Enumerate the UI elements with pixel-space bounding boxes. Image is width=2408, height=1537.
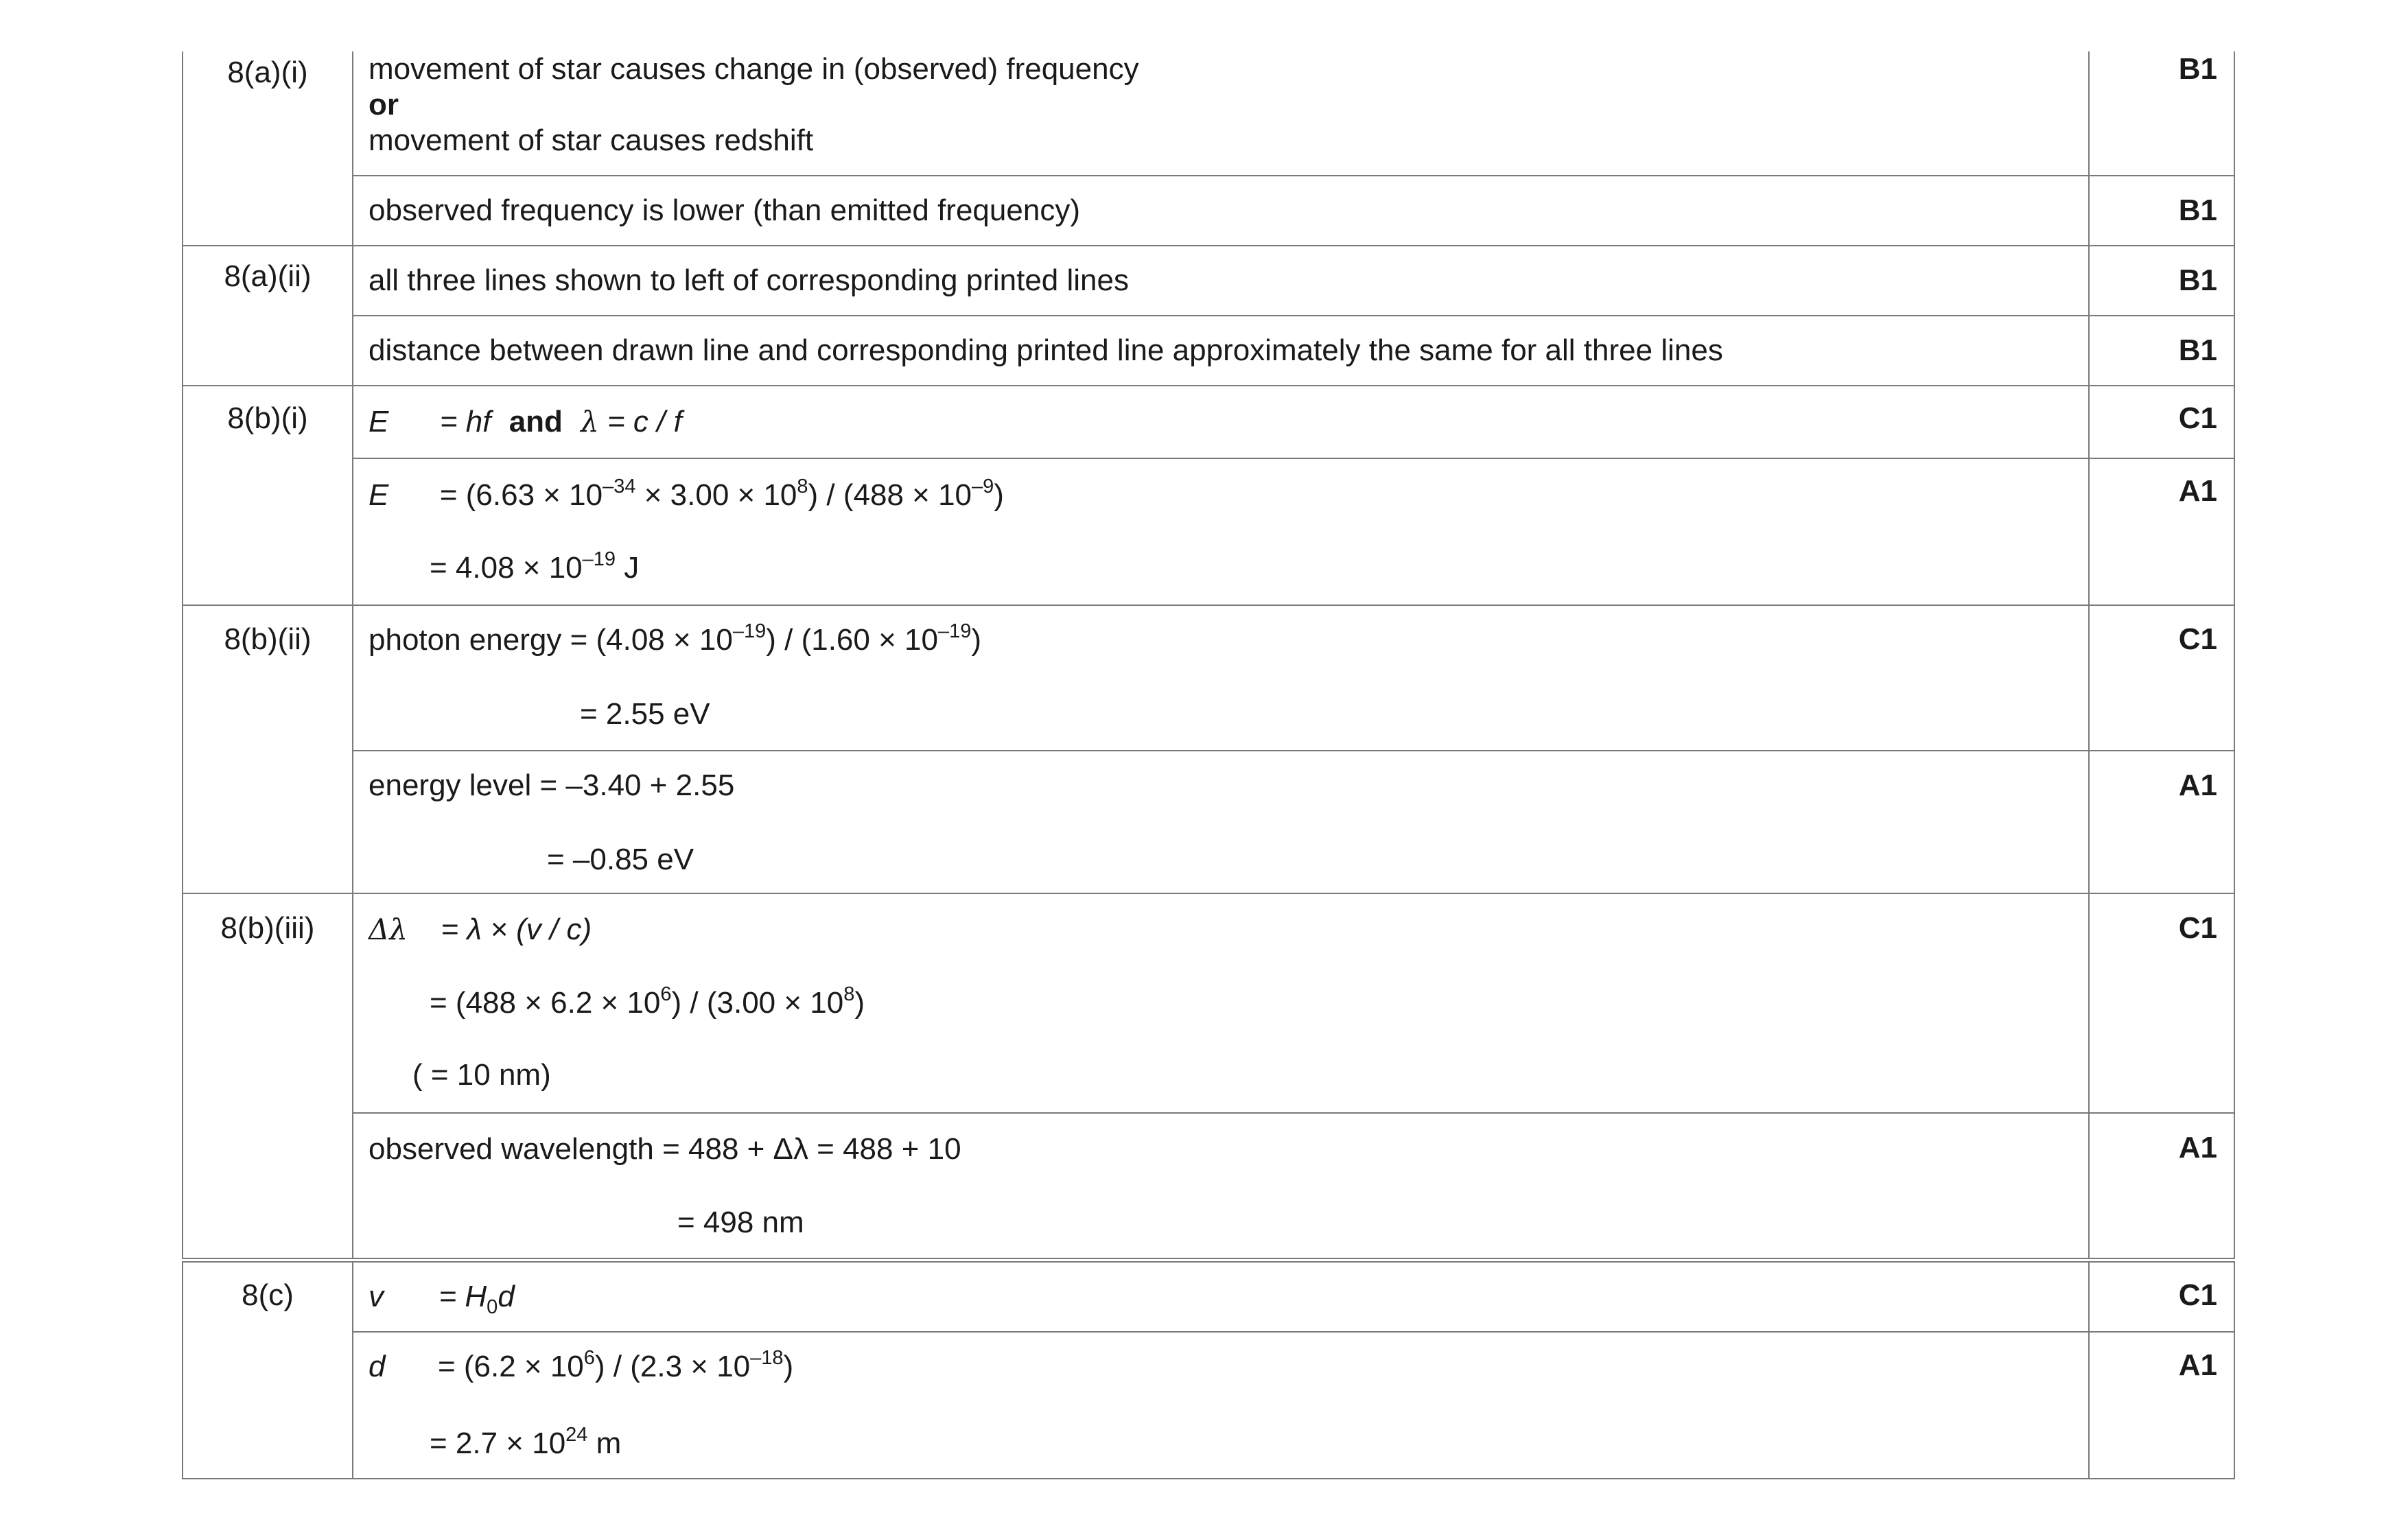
question-number: 8(b)(ii) [183,606,353,893]
answer-text: all three lines shown to left of corresponding printed lines [353,246,2090,315]
mark-cell: A1 [2178,1348,2217,1382]
equation-text: ) / (3.00 × 10 [671,986,844,1020]
answer-row [353,175,2234,245]
result-text: = 2.7 × 10 [430,1427,566,1460]
equation-text: ) [994,478,1004,512]
and-text: and [509,405,563,438]
equation-text: = c / f [607,405,682,438]
exponent: –19 [937,620,972,643]
equation-text: × 3.00 × 10 [635,478,797,512]
result-text: = 4.08 × 10 [430,551,583,585]
equation-text: ) / (2.3 × 10 [594,1350,751,1383]
answer-row [353,386,2234,458]
equation-text: ) [783,1350,794,1383]
question-number: 8(c) [183,1263,353,1478]
unit-text: m [587,1427,622,1460]
symbol-energy: E [369,478,389,512]
mark-cell: B1 [2178,263,2217,297]
answer-line [369,606,2088,679]
answer-row [353,51,2234,175]
mark-cell: B1 [2178,52,2217,86]
result-text: = 2.55 eV [580,697,710,731]
answer-row [353,246,2234,315]
equation-text: photon energy = (4.08 × 10 [369,623,733,657]
answer-cell [353,51,2090,175]
exponent: –18 [750,1347,784,1370]
answer-cell [353,1114,2090,1258]
answer-line [369,459,2088,532]
question-number: 8(b)(iii) [183,894,353,1258]
exponent: 8 [797,476,808,498]
question-number: 8(a)(i) [183,51,353,245]
answer-line [369,532,2088,605]
equation-text: = λ × (v / c) [441,913,592,946]
answer-or: or [369,88,399,121]
answer-row [353,894,2234,1112]
answer-text: movement of star causes change in (observed) frequency [369,52,1139,86]
answer-text: distance between drawn line and corresponding printed line approximately the same for all three lines [353,316,2090,385]
answer-cell [353,751,2090,893]
equation-text: = (6.63 × 10 [439,478,603,512]
question-row [183,385,2234,605]
symbol-energy: E [369,405,389,438]
answer-line [369,967,2088,1040]
answer-line [369,894,2088,967]
exponent: –9 [972,476,994,498]
answer-text: observed wavelength [369,1132,654,1166]
answer-cell [353,459,2090,605]
exponent: –19 [732,620,767,643]
symbol-delta-lambda: Δλ [369,913,408,946]
question-row [183,51,2234,245]
mark-cell: A1 [2178,768,2217,802]
mark-cell: A1 [2178,1131,2217,1164]
equation-text: = (488 × 6.2 × 10 [430,986,661,1020]
exponent: 8 [843,983,855,1006]
answer-row [353,1263,2234,1331]
answer-cell [353,386,2090,458]
exponent: –34 [603,476,636,498]
answer-row [353,750,2234,893]
exponent: –19 [582,548,616,571]
subscript: 0 [487,1295,498,1318]
answer-line [369,1114,2088,1186]
answer-row [353,458,2234,605]
unit-text: J [616,551,640,585]
answer-row [353,606,2234,750]
equation-text: = 488 + Δλ = 488 + 10 [662,1132,961,1166]
symbol-lambda: λ [581,405,599,438]
mark-cell: B1 [2178,333,2217,367]
equation-text: = H [439,1280,487,1313]
question-row [183,245,2234,385]
mark-cell: C1 [2178,1278,2217,1312]
answer-cell [353,1263,2090,1331]
question-row [183,605,2234,893]
answer-cell [353,1333,2090,1478]
symbol-distance: d [369,1350,386,1383]
answer-row [353,1112,2234,1258]
answer-text: movement of star causes redshift [369,124,814,157]
equation-text: ) [971,623,981,657]
answer-cell [353,606,2090,750]
mark-cell: C1 [2178,622,2217,656]
mark-scheme-table [182,51,2235,1259]
answer-row [353,315,2234,385]
exponent: 6 [583,1347,595,1370]
mark-cell: A1 [2178,474,2217,508]
mark-cell: B1 [2178,193,2217,227]
question-row [183,1263,2234,1478]
answer-row [353,1331,2234,1478]
equation-text: ) [854,986,865,1020]
mark-cell: C1 [2178,401,2217,435]
equation-text: ) / (1.60 × 10 [766,623,938,657]
question-row [183,893,2234,1258]
symbol-velocity: v [369,1280,384,1313]
answer-cell [353,894,2090,1112]
mark-cell: C1 [2178,911,2217,945]
mark-scheme-table [182,1261,2235,1479]
result-text: = 498 nm [677,1206,804,1239]
answer-line [369,1405,2088,1478]
question-number: 8(a)(ii) [183,246,353,385]
answer-line [369,1333,2088,1405]
equation-text: = (6.2 × 10 [437,1350,584,1383]
answer-text: observed frequency is lower (than emitted frequency) [353,176,2090,245]
equation-text: d [498,1280,515,1313]
exponent: 6 [660,983,672,1006]
equation-text: = hf [439,405,491,438]
result-text: = –0.85 eV [547,843,694,876]
equation-text: ) / (488 × 10 [808,478,972,512]
question-number: 8(b)(i) [183,386,353,605]
answer-text: energy level = –3.40 + 2.55 [369,768,735,802]
answer-text: ( = 10 nm) [412,1058,551,1092]
exponent: 24 [565,1424,588,1446]
